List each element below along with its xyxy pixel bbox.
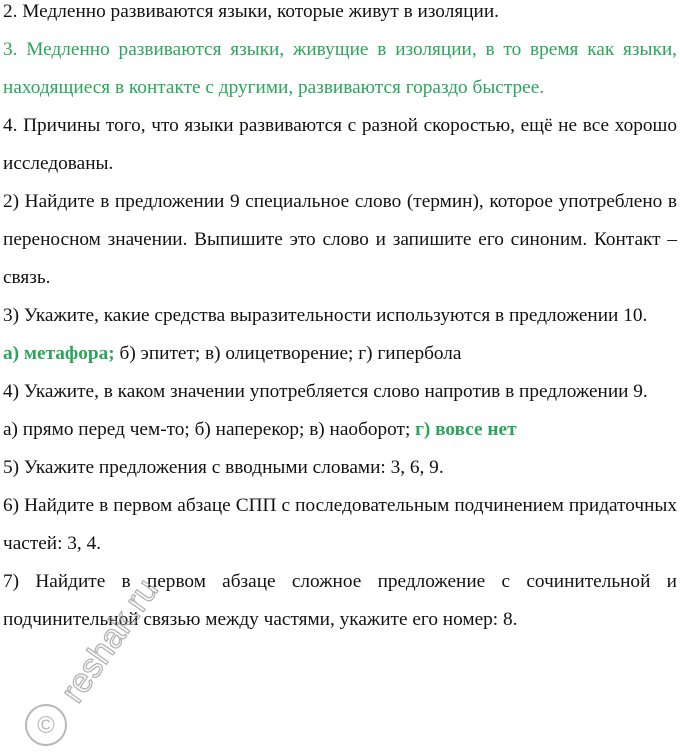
watermark-circle <box>26 705 66 745</box>
paragraph-sentence-2: 2. Медленно развиваются языки, которые живут в изоляции. <box>3 1 499 22</box>
question-3-options <box>3 335 677 373</box>
other-options: б) эпитет; в) олицетворение; г) гипербола <box>114 343 462 364</box>
question-2: 2) Найдите в предложении 9 специальное слово (термин), которое употреблено в переносном значении. Выпишите это слово и запишите его синоним. Контакт – связь. <box>3 191 677 288</box>
question-4-options <box>3 411 677 449</box>
options-list: а) прямо перед чем-то; б) наперекор; в) наоборот; <box>3 419 416 440</box>
correct-option-metaphor: а) метафора; <box>3 343 115 364</box>
paragraph-sentence-3-answer: 3. Медленно развиваются языки, живущие в изоляции, в то время как языки, находящиеся в контакте с другими, развиваются гораздо быстрее. <box>3 39 677 98</box>
correct-option-not-at-all: г) вовсе нет <box>415 419 517 440</box>
question-5: 5) Укажите предложения с вводными словами: 3, 6, 9. <box>3 457 444 478</box>
question-3: 3) Укажите, какие средства выразительности используются в предложении 10. <box>3 305 648 326</box>
watermark-symbol: © <box>37 712 55 739</box>
question-6: 6) Найдите в первом абзаце СПП с последовательным подчинением придаточных частей: 3, 4. <box>3 495 677 554</box>
question-7: 7) Найдите в первом абзаце сложное предложение с сочинительной и подчинительной связью между частями, укажите его номер: 8. <box>3 571 677 630</box>
question-4: 4) Укажите, в каком значении употребляется слово напротив в предложении 9. <box>3 381 648 402</box>
paragraph-sentence-4: 4. Причины того, что языки развиваются с разной скоростью, ещё не все хорошо исследованы. <box>3 115 677 174</box>
document-page <box>3 0 677 639</box>
watermark-text: reshak.ru <box>53 571 166 710</box>
